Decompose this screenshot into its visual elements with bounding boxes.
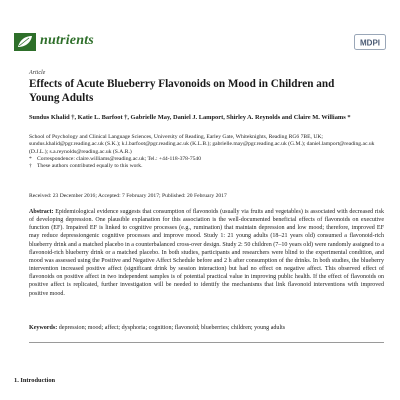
abstract-text: Epidemiological evidence suggests that consumption of flavonoids (usually via fruits and vegetables) is associated with decreased risk of developing depression. One plausible explanation for this association is the well-documented beneficial effects of flavonoids on executive function (EF). Impaired EF is linked to cognitive processes (e.g., rumination) that maintain depression and low mood; therefore, improved EF may reduce depressiongenic cognitive processes and improve mood. Study 1: 21 young adults (18–21 years old) consumed a flavonoid-rich blueberry drink and a matched placebo in a counterbalanced cross-over design. Study 2: 50 children (7–10 years old) were randomly assigned to a flavonoid-rich blueberry drink or a matched placebo. In both studies, participants and researchers were blind to the experimental condition, and mood was assessed using the Positive and Negative Affect Schedule before and 2 h after consumption of the drinks. In both studies, the blueberry intervention increased positive affect (significant drink by session interaction) but had no effect on negative affect. This observed effect of flavonoids on positive affect in two independent samples is of potential practical value in improving public health. If the effect of flavonoids on positive affect is replicated, further investigation will be needed to identify the mechanisms that link flavonoid interventions with improved positive mood. <box>29 209 384 297</box>
svg-text:MDPI: MDPI <box>360 38 380 48</box>
article-type: Article <box>29 70 46 76</box>
nutrients-leaf-logo <box>14 33 36 51</box>
article-title: Effects of Acute Blueberry Flavonoids on Mood in Children and Young Adults <box>29 78 335 104</box>
keywords-text: depression; mood; affect; dysphoria; cognition; flavonoid; blueberries; children; young adults <box>58 325 286 331</box>
author-list: Sundus Khalid †, Katie L. Barfoot †, Gabrielle May, Daniel J. Lamport, Shirley A. Reynolds and Claire M. Williams * <box>29 114 351 121</box>
abstract-label: Abstract: <box>29 209 54 215</box>
divider <box>29 342 384 343</box>
abstract <box>29 208 384 298</box>
journal-name: nutrients <box>40 33 94 48</box>
article-dates: Received: 23 December 2016; Accepted: 7 February 2017; Published: 20 February 2017 <box>29 193 227 199</box>
affiliation: School of Psychology and Clinical Language Sciences, University of Reading, Earley Gate, Whiteknights, Reading RG6 7BE, UK; sundus.khalid@pgr.reading.ac.uk (S.K.); k.l.barfoot@pgr.reading.ac.uk (K.L.B.); gabrielle.may@pgr.reading.ac.uk (G.M.); daniel.lamport@reading.ac.uk (D.J.L.); s.a.reynolds@reading.ac.uk (S.A.R.) <box>29 134 375 155</box>
keywords-label: Keywords: <box>29 325 58 331</box>
correspondence: * Correspondence: claire.williams@reading.ac.uk; Tel.: +44-118-378-7540 <box>29 155 202 162</box>
section-heading: 1. Introduction <box>14 377 56 384</box>
journal-header <box>14 32 386 54</box>
mdpi-logo <box>354 34 386 50</box>
affiliations <box>29 134 384 170</box>
equal-contribution-note: † These authors contributed equally to this work. <box>29 163 143 170</box>
keywords <box>29 324 384 332</box>
